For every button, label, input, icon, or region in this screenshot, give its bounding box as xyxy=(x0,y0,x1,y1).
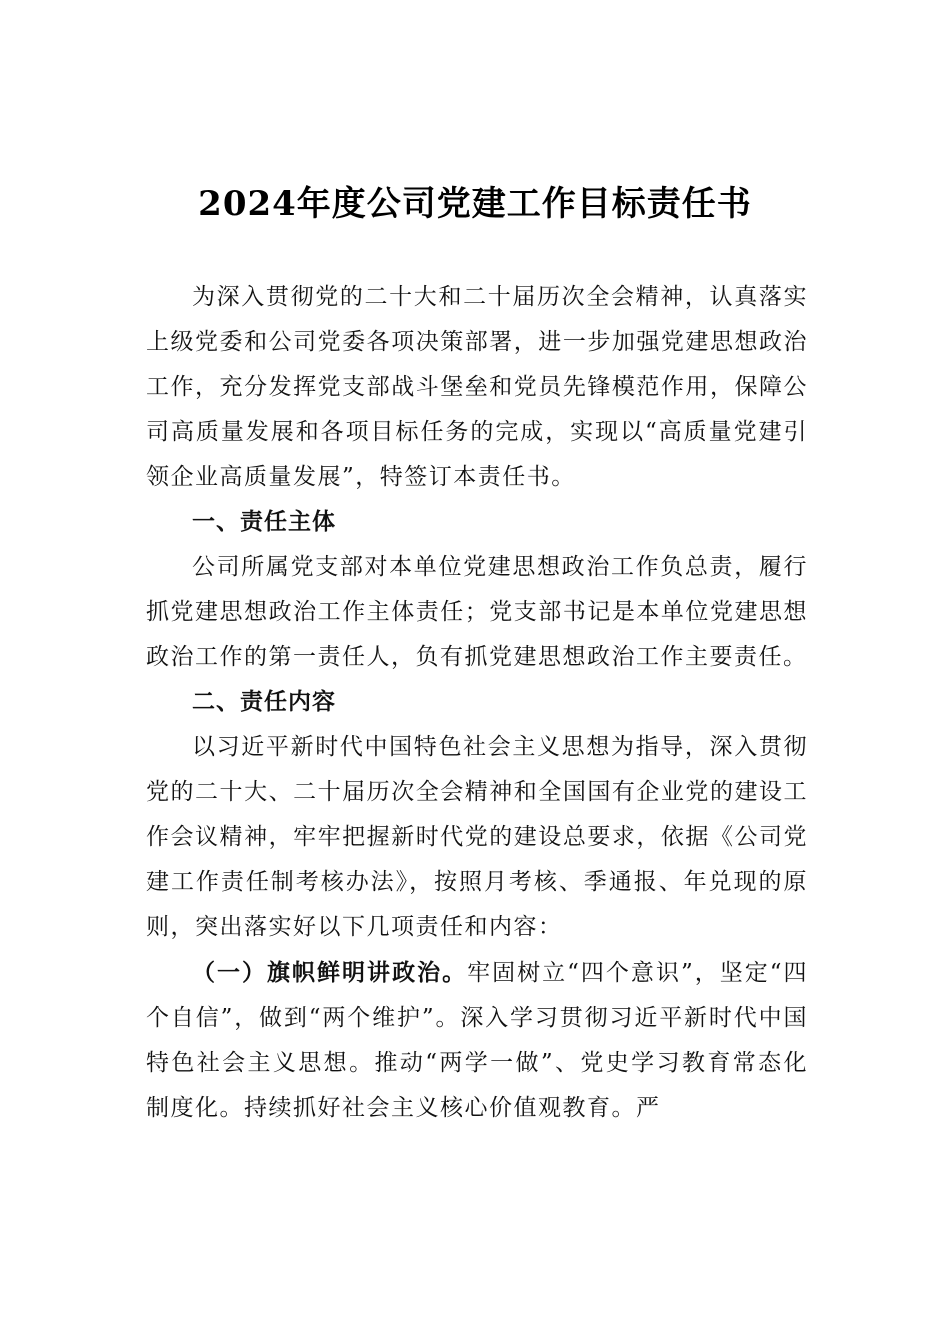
section-2-paragraph: 以习近平新时代中国特色社会主义思想为指导，深入贯彻党的二十大、二十届历次全会精神和全国国有企业党的建设工作会议精神，牢牢把握新时代党的建设总要求，依据《公司党建工作责任制考核办法》，按照月考核、季通报、年兑现的原则，突出落实好以下几项责任和内容： xyxy=(146,734,808,940)
intro-paragraph: 为深入贯彻党的二十大和二十届历次全会精神，认真落实上级党委和公司党委各项决策部署，进一步加强党建思想政治工作，充分发挥党支部战斗堡垒和党员先锋模范作用，保障公司高质量发展和各项目标任务的完成，实现以“高质量党建引领企业高质量发展”，特签订本责任书。 xyxy=(146,284,808,490)
section-1-heading: 一、责任主体 xyxy=(192,509,336,535)
section-1-paragraph: 公司所属党支部对本单位党建思想政治工作负总责，履行抓党建思想政治工作主体责任；党支部书记是本单位党建思想政治工作的第一责任人，负有抓党建思想政治工作主要责任。 xyxy=(146,554,808,670)
document-body xyxy=(146,275,808,1131)
document-title: 2024年度公司党建工作目标责任书 xyxy=(198,184,752,224)
section-2-heading: 二、责任内容 xyxy=(192,689,336,715)
item-1-heading: （一）旗帜鲜明讲政治。 xyxy=(192,959,468,986)
item-1-paragraph xyxy=(146,950,808,1131)
item-1-text: 牢固树立“四个意识”，坚定“四个自信”，做到“两个维护”。深入学习贯彻习近平新时代中国特色社会主义思想。推动“两学一做”、党史学习教育常态化制度化。持续抓好社会主义核心价值观教育。严 xyxy=(146,960,809,1121)
